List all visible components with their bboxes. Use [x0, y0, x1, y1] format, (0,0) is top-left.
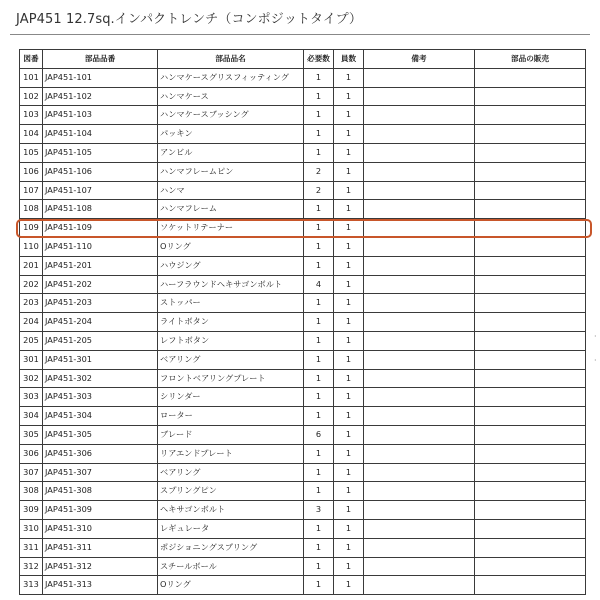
cell-figure-no: 312 — [20, 557, 43, 576]
cell-unit-qty: 1 — [334, 350, 364, 369]
cell-required-qty: 1 — [304, 369, 334, 388]
table-row — [20, 425, 586, 444]
cell-parts-sales — [475, 557, 586, 576]
edge-artifact: · — [594, 332, 597, 341]
cell-required-qty: 2 — [304, 162, 334, 181]
cell-unit-qty: 1 — [334, 576, 364, 595]
cell-part-number: JAP451-102 — [43, 87, 158, 106]
cell-remarks — [364, 181, 475, 200]
cell-parts-sales — [475, 425, 586, 444]
cell-parts-sales — [475, 482, 586, 501]
cell-figure-no: 308 — [20, 482, 43, 501]
cell-remarks — [364, 369, 475, 388]
cell-part-number: JAP451-203 — [43, 294, 158, 313]
cell-required-qty: 1 — [304, 388, 334, 407]
table-row — [20, 313, 586, 332]
cell-parts-sales — [475, 407, 586, 426]
cell-unit-qty: 1 — [334, 313, 364, 332]
cell-unit-qty: 1 — [334, 482, 364, 501]
cell-part-name: レギュレータ — [158, 519, 304, 538]
cell-required-qty: 1 — [304, 237, 334, 256]
cell-part-name: ソケットリテーナー — [158, 219, 304, 238]
cell-parts-sales — [475, 106, 586, 125]
cell-remarks — [364, 200, 475, 219]
cell-figure-no: 102 — [20, 87, 43, 106]
cell-required-qty: 1 — [304, 68, 334, 87]
cell-required-qty: 4 — [304, 275, 334, 294]
column-header-required-qty: 必要数 — [304, 50, 334, 69]
table-row — [20, 331, 586, 350]
cell-part-number: JAP451-313 — [43, 576, 158, 595]
cell-figure-no: 304 — [20, 407, 43, 426]
cell-figure-no: 101 — [20, 68, 43, 87]
cell-unit-qty: 1 — [334, 125, 364, 144]
cell-parts-sales — [475, 143, 586, 162]
column-header-parts-sales: 部品の販売 — [475, 50, 586, 69]
cell-required-qty: 1 — [304, 463, 334, 482]
cell-part-number: JAP451-310 — [43, 519, 158, 538]
cell-parts-sales — [475, 388, 586, 407]
cell-part-name: アンビル — [158, 143, 304, 162]
cell-required-qty: 1 — [304, 125, 334, 144]
table-row — [20, 407, 586, 426]
cell-required-qty: 1 — [304, 200, 334, 219]
cell-parts-sales — [475, 313, 586, 332]
cell-part-name: ハンマ — [158, 181, 304, 200]
cell-part-number: JAP451-306 — [43, 444, 158, 463]
cell-parts-sales — [475, 538, 586, 557]
table-row — [20, 557, 586, 576]
cell-unit-qty: 1 — [334, 538, 364, 557]
table-row — [20, 444, 586, 463]
cell-unit-qty: 1 — [334, 87, 364, 106]
table-row — [20, 576, 586, 595]
cell-part-name: リアエンドプレート — [158, 444, 304, 463]
cell-remarks — [364, 313, 475, 332]
cell-remarks — [364, 576, 475, 595]
table-row — [20, 87, 586, 106]
cell-part-name: ベアリング — [158, 350, 304, 369]
column-header-part-name: 部品品名 — [158, 50, 304, 69]
table-row — [20, 106, 586, 125]
table-row — [20, 256, 586, 275]
cell-remarks — [364, 68, 475, 87]
cell-remarks — [364, 482, 475, 501]
cell-part-name: Oリング — [158, 237, 304, 256]
cell-unit-qty: 1 — [334, 331, 364, 350]
cell-part-number: JAP451-204 — [43, 313, 158, 332]
table-row — [20, 538, 586, 557]
cell-remarks — [364, 294, 475, 313]
cell-part-name: ハーフラウンドヘキサゴンボルト — [158, 275, 304, 294]
cell-figure-no: 103 — [20, 106, 43, 125]
cell-part-name: ハンマケース — [158, 87, 304, 106]
cell-part-number: JAP451-308 — [43, 482, 158, 501]
table-row — [20, 162, 586, 181]
cell-required-qty: 1 — [304, 331, 334, 350]
cell-part-number: JAP451-305 — [43, 425, 158, 444]
cell-unit-qty: 1 — [334, 407, 364, 426]
cell-required-qty: 1 — [304, 350, 334, 369]
cell-unit-qty: 1 — [334, 388, 364, 407]
cell-part-number: JAP451-312 — [43, 557, 158, 576]
cell-required-qty: 1 — [304, 143, 334, 162]
cell-parts-sales — [475, 350, 586, 369]
cell-parts-sales — [475, 294, 586, 313]
cell-part-number: JAP451-202 — [43, 275, 158, 294]
cell-part-number: JAP451-107 — [43, 181, 158, 200]
table-row — [20, 143, 586, 162]
cell-parts-sales — [475, 463, 586, 482]
cell-part-number: JAP451-108 — [43, 200, 158, 219]
cell-remarks — [364, 444, 475, 463]
cell-part-number: JAP451-109 — [43, 219, 158, 238]
cell-figure-no: 110 — [20, 237, 43, 256]
cell-required-qty: 1 — [304, 87, 334, 106]
cell-remarks — [364, 538, 475, 557]
cell-part-name: フロントベアリングプレート — [158, 369, 304, 388]
cell-remarks — [364, 87, 475, 106]
cell-part-number: JAP451-101 — [43, 68, 158, 87]
table-row — [20, 388, 586, 407]
cell-part-number: JAP451-106 — [43, 162, 158, 181]
cell-part-name: レフトボタン — [158, 331, 304, 350]
cell-required-qty: 1 — [304, 538, 334, 557]
cell-parts-sales — [475, 162, 586, 181]
cell-remarks — [364, 106, 475, 125]
cell-figure-no: 311 — [20, 538, 43, 557]
table-row — [20, 125, 586, 144]
cell-parts-sales — [475, 256, 586, 275]
cell-unit-qty: 1 — [334, 275, 364, 294]
cell-parts-sales — [475, 275, 586, 294]
cell-part-name: パッキン — [158, 125, 304, 144]
table-row — [20, 219, 586, 238]
cell-parts-sales — [475, 576, 586, 595]
cell-parts-sales — [475, 181, 586, 200]
cell-required-qty: 1 — [304, 557, 334, 576]
cell-remarks — [364, 501, 475, 520]
page-title: JAP451 12.7sq.インパクトレンチ（コンポジットタイプ） — [16, 12, 362, 27]
cell-remarks — [364, 237, 475, 256]
cell-parts-sales — [475, 331, 586, 350]
table-row — [20, 350, 586, 369]
cell-part-name: ブレード — [158, 425, 304, 444]
cell-remarks — [364, 143, 475, 162]
cell-remarks — [364, 331, 475, 350]
cell-remarks — [364, 350, 475, 369]
cell-parts-sales — [475, 200, 586, 219]
cell-figure-no: 313 — [20, 576, 43, 595]
cell-part-name: ハンマフレームピン — [158, 162, 304, 181]
cell-parts-sales — [475, 444, 586, 463]
table-row — [20, 482, 586, 501]
cell-part-number: JAP451-309 — [43, 501, 158, 520]
cell-required-qty: 1 — [304, 576, 334, 595]
cell-unit-qty: 1 — [334, 369, 364, 388]
cell-figure-no: 205 — [20, 331, 43, 350]
cell-required-qty: 1 — [304, 256, 334, 275]
title-underline — [10, 34, 590, 35]
cell-figure-no: 104 — [20, 125, 43, 144]
cell-figure-no: 309 — [20, 501, 43, 520]
table-row — [20, 294, 586, 313]
cell-remarks — [364, 519, 475, 538]
cell-figure-no: 109 — [20, 219, 43, 238]
cell-remarks — [364, 557, 475, 576]
cell-unit-qty: 1 — [334, 463, 364, 482]
cell-required-qty: 1 — [304, 519, 334, 538]
cell-required-qty: 1 — [304, 313, 334, 332]
cell-unit-qty: 1 — [334, 256, 364, 275]
cell-part-name: シリンダー — [158, 388, 304, 407]
cell-parts-sales — [475, 369, 586, 388]
cell-part-number: JAP451-302 — [43, 369, 158, 388]
cell-unit-qty: 1 — [334, 162, 364, 181]
cell-required-qty: 1 — [304, 106, 334, 125]
cell-part-name: ハンマフレーム — [158, 200, 304, 219]
cell-required-qty: 6 — [304, 425, 334, 444]
cell-part-number: JAP451-103 — [43, 106, 158, 125]
cell-part-number: JAP451-110 — [43, 237, 158, 256]
cell-unit-qty: 1 — [334, 425, 364, 444]
cell-part-name: ハンマケースグリスフィッティング — [158, 68, 304, 87]
cell-part-number: JAP451-104 — [43, 125, 158, 144]
cell-part-name: スプリングピン — [158, 482, 304, 501]
cell-part-name: ポジショニングスプリング — [158, 538, 304, 557]
cell-required-qty: 1 — [304, 482, 334, 501]
cell-figure-no: 106 — [20, 162, 43, 181]
cell-unit-qty: 1 — [334, 68, 364, 87]
table-row — [20, 275, 586, 294]
table-row — [20, 181, 586, 200]
cell-remarks — [364, 463, 475, 482]
cell-unit-qty: 1 — [334, 519, 364, 538]
cell-parts-sales — [475, 219, 586, 238]
column-header-remarks: 備考 — [364, 50, 475, 69]
cell-unit-qty: 1 — [334, 106, 364, 125]
cell-part-name: ハウジング — [158, 256, 304, 275]
cell-unit-qty: 1 — [334, 219, 364, 238]
column-header-part-number: 部品品番 — [43, 50, 158, 69]
cell-remarks — [364, 425, 475, 444]
cell-part-name: ベアリング — [158, 463, 304, 482]
cell-parts-sales — [475, 68, 586, 87]
cell-figure-no: 203 — [20, 294, 43, 313]
cell-part-number: JAP451-307 — [43, 463, 158, 482]
cell-figure-no: 310 — [20, 519, 43, 538]
cell-figure-no: 305 — [20, 425, 43, 444]
cell-required-qty: 2 — [304, 181, 334, 200]
cell-part-number: JAP451-304 — [43, 407, 158, 426]
cell-remarks — [364, 125, 475, 144]
cell-part-name: スチールボール — [158, 557, 304, 576]
table-row — [20, 519, 586, 538]
cell-figure-no: 107 — [20, 181, 43, 200]
cell-unit-qty: 1 — [334, 501, 364, 520]
table-row — [20, 200, 586, 219]
column-header-unit-qty: 員数 — [334, 50, 364, 69]
cell-figure-no: 204 — [20, 313, 43, 332]
cell-figure-no: 307 — [20, 463, 43, 482]
cell-remarks — [364, 256, 475, 275]
column-header-figure-no: 図番 — [20, 50, 43, 69]
cell-unit-qty: 1 — [334, 143, 364, 162]
cell-unit-qty: 1 — [334, 237, 364, 256]
cell-remarks — [364, 162, 475, 181]
cell-remarks — [364, 219, 475, 238]
cell-required-qty: 1 — [304, 294, 334, 313]
cell-figure-no: 303 — [20, 388, 43, 407]
cell-figure-no: 105 — [20, 143, 43, 162]
cell-required-qty: 3 — [304, 501, 334, 520]
cell-figure-no: 201 — [20, 256, 43, 275]
cell-required-qty: 1 — [304, 407, 334, 426]
cell-remarks — [364, 388, 475, 407]
table-row — [20, 237, 586, 256]
cell-part-name: ハンマケースブッシング — [158, 106, 304, 125]
table-row — [20, 463, 586, 482]
cell-parts-sales — [475, 87, 586, 106]
cell-part-number: JAP451-205 — [43, 331, 158, 350]
cell-unit-qty: 1 — [334, 181, 364, 200]
cell-required-qty: 1 — [304, 219, 334, 238]
cell-figure-no: 108 — [20, 200, 43, 219]
cell-figure-no: 302 — [20, 369, 43, 388]
cell-part-name: ストッパー — [158, 294, 304, 313]
cell-part-name: ローター — [158, 407, 304, 426]
cell-unit-qty: 1 — [334, 294, 364, 313]
cell-unit-qty: 1 — [334, 444, 364, 463]
cell-figure-no: 306 — [20, 444, 43, 463]
cell-figure-no: 202 — [20, 275, 43, 294]
cell-unit-qty: 1 — [334, 557, 364, 576]
table-row — [20, 68, 586, 87]
table-header-row — [20, 50, 586, 69]
cell-part-name: ライトボタン — [158, 313, 304, 332]
cell-remarks — [364, 275, 475, 294]
cell-part-number: JAP451-311 — [43, 538, 158, 557]
edge-artifact: · — [594, 356, 597, 365]
cell-part-number: JAP451-105 — [43, 143, 158, 162]
cell-part-number: JAP451-303 — [43, 388, 158, 407]
cell-part-number: JAP451-301 — [43, 350, 158, 369]
cell-part-name: Oリング — [158, 576, 304, 595]
cell-parts-sales — [475, 237, 586, 256]
cell-parts-sales — [475, 519, 586, 538]
table-row — [20, 369, 586, 388]
table-row — [20, 501, 586, 520]
cell-remarks — [364, 407, 475, 426]
cell-part-number: JAP451-201 — [43, 256, 158, 275]
cell-unit-qty: 1 — [334, 200, 364, 219]
cell-required-qty: 1 — [304, 444, 334, 463]
cell-parts-sales — [475, 125, 586, 144]
cell-parts-sales — [475, 501, 586, 520]
cell-figure-no: 301 — [20, 350, 43, 369]
parts-table — [19, 49, 586, 595]
cell-part-name: ヘキサゴンボルト — [158, 501, 304, 520]
